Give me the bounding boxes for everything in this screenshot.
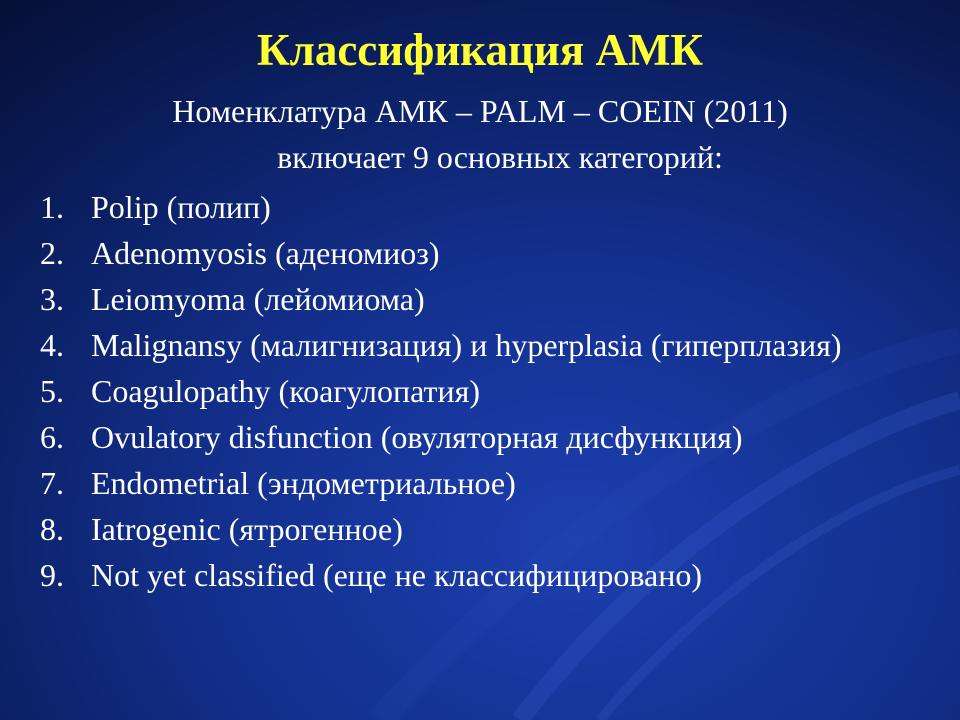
- list-item: [40, 552, 930, 598]
- list-item-text: Ovulatory disfunction (овуляторная дисфункция): [91, 419, 743, 455]
- list-item-number: 8.: [40, 511, 64, 547]
- list-item-text: Not yet classified (еще не классифицировано): [91, 557, 702, 593]
- list-item: [40, 230, 930, 276]
- list-item: [40, 506, 930, 552]
- list-item: [40, 276, 930, 322]
- list-item-text: Leiomyoma (лейомиома): [91, 281, 425, 317]
- list-item-number: 7.: [40, 465, 64, 501]
- list-item: [40, 368, 930, 414]
- list-item-text: Endometrial (эндометриальное): [91, 465, 516, 501]
- category-list: [40, 184, 930, 598]
- list-item-text: Iatrogenic (ятрогенное): [91, 511, 403, 547]
- list-item: [40, 184, 930, 230]
- slide-subtitle: [40, 88, 920, 180]
- list-item: [40, 414, 930, 460]
- subtitle-line-1: Номенклатура АМК – PALM – COEIN (2011): [172, 93, 788, 129]
- slide-title: Классификация АМК: [256, 25, 704, 75]
- list-item-text: Malignansy (малигнизация) и hyperplasia (гиперплазия): [91, 327, 842, 363]
- list-item-number: 2.: [40, 235, 64, 271]
- subtitle-line-2: включает 9 основных категорий:: [277, 139, 723, 175]
- list-item-number: 1.: [40, 189, 64, 225]
- list-item-number: 3.: [40, 281, 64, 317]
- list-item-number: 4.: [40, 327, 64, 363]
- list-item-text: Polip (полип): [91, 189, 271, 225]
- list-item-text: Adenomyosis (аденомиоз): [91, 235, 440, 271]
- list-item-text: Coagulopathy (коагулопатия): [91, 373, 480, 409]
- list-item: [40, 460, 930, 506]
- list-item-number: 5.: [40, 373, 64, 409]
- list-item-number: 9.: [40, 557, 64, 593]
- list-item: [40, 322, 930, 368]
- list-item-number: 6.: [40, 419, 64, 455]
